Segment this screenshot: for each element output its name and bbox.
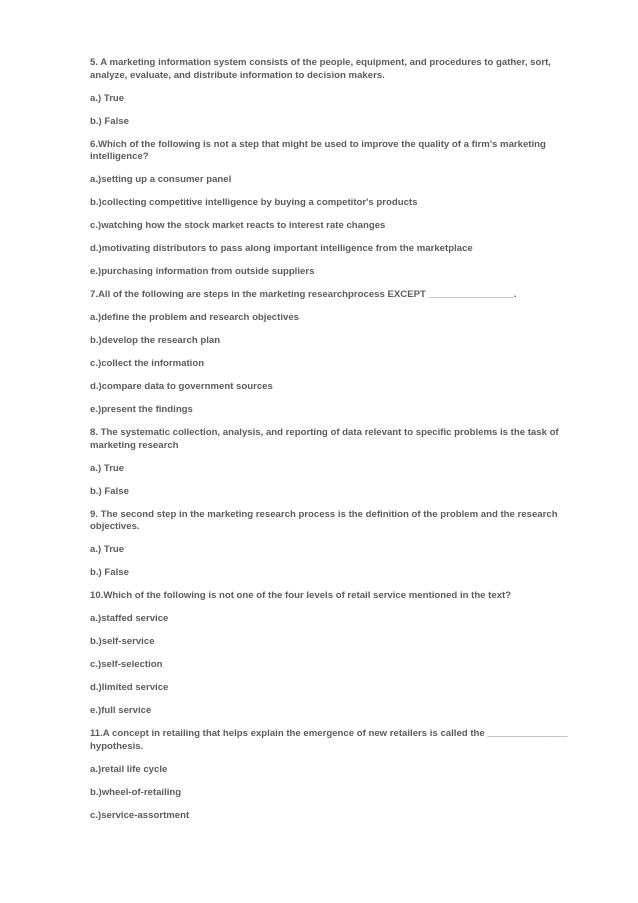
option: a.)define the problem and research objectives [90, 312, 299, 323]
question-5 [90, 57, 568, 139]
option: a.)setting up a consumer panel [90, 174, 232, 185]
option: d.)motivating distributors to pass along important intelligence from the marketplace [90, 243, 473, 254]
option: c.)service-assortment [90, 809, 190, 821]
option: b.)develop the research plan [90, 335, 221, 346]
option: c.)collect the information [90, 358, 205, 369]
option: b.)wheel-of-retailing [90, 786, 182, 798]
question-text: 9. The second step in the marketing research process is the definition of the problem and the research objectives. [90, 508, 561, 532]
question-10 [90, 590, 568, 728]
question-text: 7.All of the following are steps in the marketing researchprocess EXCEPT ________________. [90, 289, 517, 300]
question-text: 5. A marketing information system consists of the people, equipment, and procedures to gather, sort, analyze, evaluate, and distribute information to decision makers. [90, 57, 554, 81]
question-7 [90, 289, 568, 427]
option: b.)collecting competitive intelligence by buying a competitor's products [90, 197, 418, 208]
option: a.)staffed service [90, 613, 169, 624]
option: e.)purchasing information from outside suppliers [90, 266, 315, 277]
question-text: 10.Which of the following is not one of the four levels of retail service mentioned in the text? [90, 590, 512, 601]
question-11 [90, 728, 571, 822]
option: e.)full service [90, 705, 152, 716]
question-text: 8. The systematic collection, analysis, and reporting of data relevant to specific problems is the task of marketing research [90, 427, 562, 451]
option: a.) True [90, 92, 125, 104]
option: d.)limited service [90, 682, 169, 693]
question-6 [90, 139, 568, 290]
option: e.)present the findings [90, 404, 193, 415]
option: c.)self-selection [90, 659, 163, 670]
question-8 [90, 427, 568, 509]
question-text: 6.Which of the following is not a step that might be used to improve the quality of a firm's marketing intelligence? [90, 138, 549, 162]
option: b.)self-service [90, 636, 155, 647]
option: a.) True [90, 544, 125, 555]
option: c.)watching how the stock market reacts to interest rate changes [90, 220, 386, 231]
option: d.)compare data to government sources [90, 381, 273, 392]
option: a.) True [90, 462, 125, 474]
option: b.) False [90, 485, 129, 497]
question-9 [90, 509, 568, 591]
question-text: 11.A concept in retailing that helps explain the emergence of new retailers is called the _______________ hypothesis. [90, 728, 571, 752]
quiz-page [90, 57, 571, 822]
option: b.) False [90, 115, 129, 127]
option: a.)retail life cycle [90, 763, 168, 775]
option: b.) False [90, 567, 129, 578]
